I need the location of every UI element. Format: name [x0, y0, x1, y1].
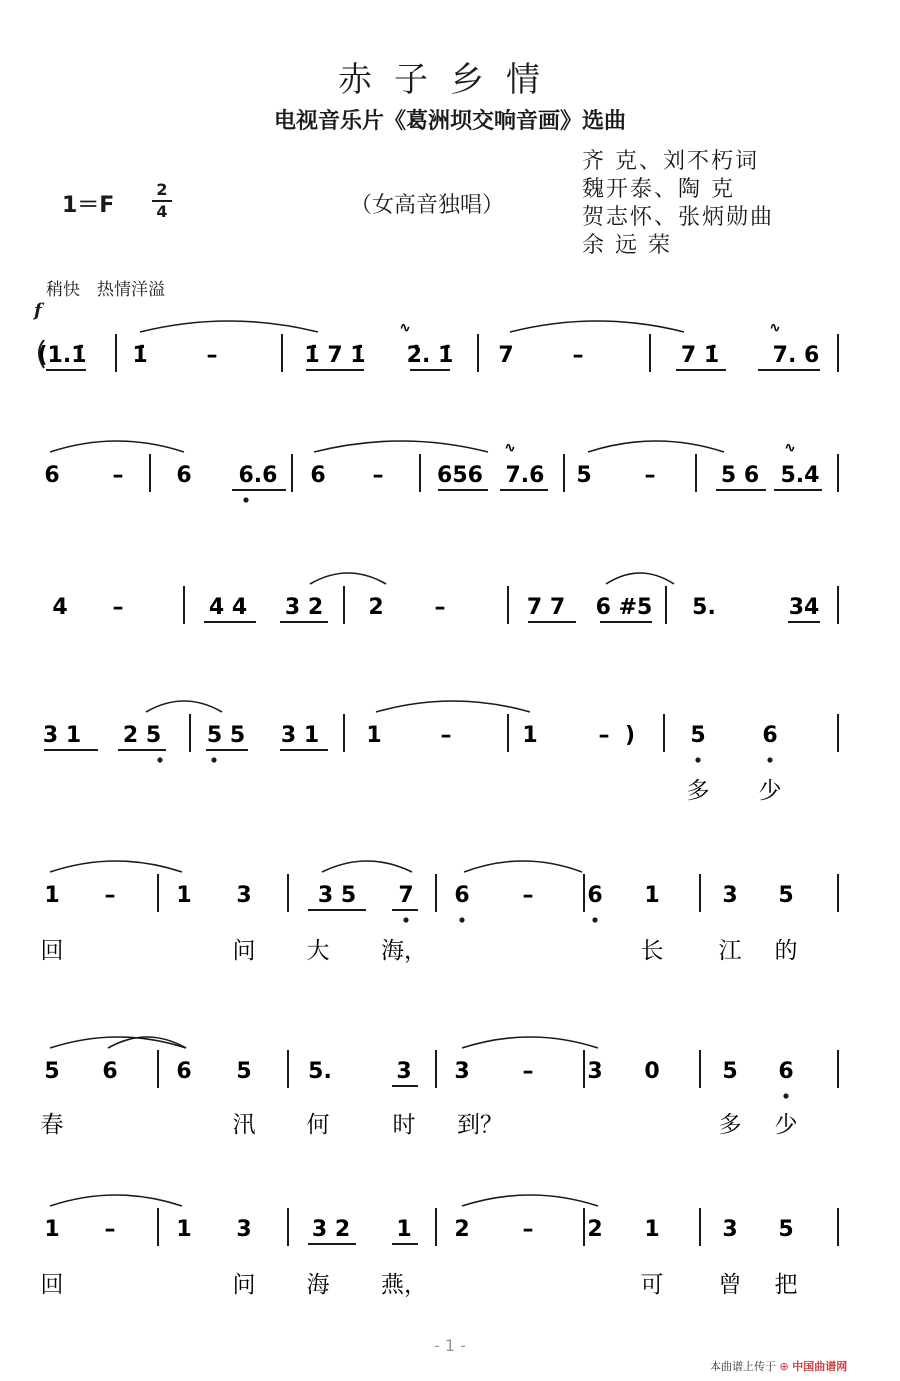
note: 1: [176, 883, 192, 908]
note: 3 5: [317, 883, 357, 908]
credit-composers: 贺志怀、张炳勋曲: [582, 205, 775, 230]
lyric: 长: [640, 938, 664, 964]
lyric: 大: [306, 938, 330, 964]
octave-dot: [695, 757, 700, 762]
slur: [140, 321, 318, 332]
note: 5: [576, 463, 592, 488]
note: 3: [396, 1059, 412, 1084]
note: 1: [522, 723, 538, 748]
slur: [310, 573, 386, 584]
note: –: [372, 463, 384, 488]
slur: [50, 441, 184, 452]
note: 7. 6: [772, 343, 820, 368]
lyric: 的: [774, 938, 798, 964]
note: 5.4: [780, 463, 820, 488]
octave-dot: [157, 757, 162, 762]
note: –: [112, 595, 124, 620]
lyric: 少: [758, 778, 782, 804]
note: 5: [722, 1059, 738, 1084]
note: (1.1̇: [37, 343, 87, 368]
note: 3 2: [311, 1217, 351, 1242]
note: 2: [454, 1217, 470, 1242]
note: 6.6: [238, 463, 278, 488]
dynamic-forte: f: [34, 300, 42, 321]
credit-composers-2: 余 远 荣: [582, 233, 672, 258]
note: –: [104, 1217, 116, 1242]
octave-dot: [243, 497, 248, 502]
note: 6: [310, 463, 326, 488]
lyric: 问: [232, 1272, 256, 1298]
lyric: 海，: [381, 938, 427, 964]
slur: [464, 861, 582, 872]
time-signature: 2 4: [152, 180, 172, 222]
note: –: [598, 723, 610, 748]
note: –: [572, 343, 584, 368]
lyric: 多: [718, 1112, 742, 1138]
lyric: 少: [774, 1112, 798, 1138]
slur: [606, 573, 674, 584]
note: 5 6: [720, 463, 760, 488]
note: 1: [44, 1217, 60, 1242]
note: 1̇ 7 1̇: [304, 343, 366, 368]
lyric: 燕，: [381, 1272, 427, 1298]
note: –: [104, 883, 116, 908]
watermark: 本曲谱上传于 ⊕ 中国曲谱网: [710, 1360, 848, 1373]
slur: [50, 1195, 182, 1206]
slur: [322, 861, 412, 872]
note: 6: [587, 883, 603, 908]
octave-dot: [403, 917, 408, 922]
slur: [510, 321, 684, 332]
note: –: [522, 1217, 534, 1242]
note: 7 7: [526, 595, 566, 620]
note: 7.6: [505, 463, 545, 488]
note: 0: [644, 1059, 660, 1084]
note: 34: [788, 595, 820, 620]
credit-lyricists-2: 魏开泰、陶 克: [582, 177, 735, 202]
turn-icon: ∿: [769, 320, 781, 336]
note: 7: [398, 883, 414, 908]
note: –: [206, 343, 218, 368]
note: 5: [236, 1059, 252, 1084]
note: 6: [762, 723, 778, 748]
note: 6: [778, 1059, 794, 1084]
note: 5: [44, 1059, 60, 1084]
octave-dot: [211, 757, 216, 762]
note: –: [434, 595, 446, 620]
song-title: 赤子乡情: [338, 60, 562, 100]
turn-icon: ∿: [504, 440, 516, 456]
slur: [462, 1195, 598, 1206]
note: 2: [368, 595, 384, 620]
note: 3: [454, 1059, 470, 1084]
octave-dot: [767, 757, 772, 762]
note: 6 #5: [595, 595, 653, 620]
lyric: 春: [40, 1112, 64, 1138]
note: –: [522, 1059, 534, 1084]
credit-lyricists: 齐 克、刘不朽词: [582, 149, 759, 174]
note: 3: [587, 1059, 603, 1084]
note: 3: [236, 883, 252, 908]
lyric: 时: [392, 1112, 416, 1138]
lyric: 汛: [232, 1112, 256, 1138]
note: 656: [437, 463, 483, 488]
note: ): [624, 723, 636, 748]
note: 5.: [692, 595, 716, 620]
note: 2 5: [122, 723, 162, 748]
note: 6: [176, 463, 192, 488]
turn-icon: ∿: [399, 320, 411, 336]
note: 4 4: [208, 595, 248, 620]
note: 1̇: [132, 343, 148, 368]
slur: [462, 1037, 598, 1048]
note: 3: [722, 1217, 738, 1242]
note: 1: [644, 1217, 660, 1242]
note: 1: [44, 883, 60, 908]
note: 2̇. 1̇: [406, 343, 454, 368]
note: –: [522, 883, 534, 908]
note: 5.: [308, 1059, 332, 1084]
lyric: 曾: [718, 1272, 742, 1298]
note: 1: [644, 883, 660, 908]
slur: [50, 861, 182, 872]
lyric: 问: [232, 938, 256, 964]
lyric: 把: [774, 1272, 798, 1298]
note: 4: [52, 595, 68, 620]
lyric: 海: [306, 1272, 330, 1298]
note: 3: [236, 1217, 252, 1242]
note: 7 1̇: [680, 343, 720, 368]
note: 3 1: [280, 723, 320, 748]
lyric: 多: [686, 778, 710, 804]
note: 6: [176, 1059, 192, 1084]
lyric: 何: [306, 1112, 330, 1138]
octave-dot: [592, 917, 597, 922]
note: 5: [778, 1217, 794, 1242]
song-subtitle: 电视音乐片《葛洲坝交响音画》选曲: [273, 109, 626, 134]
note: –: [440, 723, 452, 748]
note: 6: [454, 883, 470, 908]
key-signature: 1＝F: [62, 193, 115, 218]
slur: [376, 701, 530, 712]
note: 5: [778, 883, 794, 908]
turn-icon: ∿: [784, 440, 796, 456]
note: 1: [366, 723, 382, 748]
slur: [314, 441, 488, 452]
note: 2: [587, 1217, 603, 1242]
octave-dot: [783, 1093, 788, 1098]
tempo-marking: 稍快 热情洋溢: [46, 280, 165, 300]
note: 3 1: [42, 723, 82, 748]
note: 5 5: [206, 723, 246, 748]
note: 5: [690, 723, 706, 748]
page-number: - 1 -: [434, 1336, 466, 1355]
slur: [588, 441, 724, 452]
octave-dot: [459, 917, 464, 922]
watermark-logo-icon: ⊕: [779, 1360, 789, 1373]
note: 7: [498, 343, 514, 368]
note: 6: [102, 1059, 118, 1084]
note: 1: [396, 1217, 412, 1242]
lyric: 江: [718, 938, 742, 964]
note: –: [112, 463, 124, 488]
note: 1: [176, 1217, 192, 1242]
note: 3 2: [284, 595, 324, 620]
lyric: 可: [640, 1272, 664, 1298]
slur: [146, 701, 222, 712]
note: 6: [44, 463, 60, 488]
lyric: 到？: [457, 1112, 503, 1138]
lyric: 回: [40, 1272, 64, 1298]
note: –: [644, 463, 656, 488]
note: 3: [722, 883, 738, 908]
lyric: 回: [40, 938, 64, 964]
voice-type: （女高音独唱）: [350, 193, 505, 218]
